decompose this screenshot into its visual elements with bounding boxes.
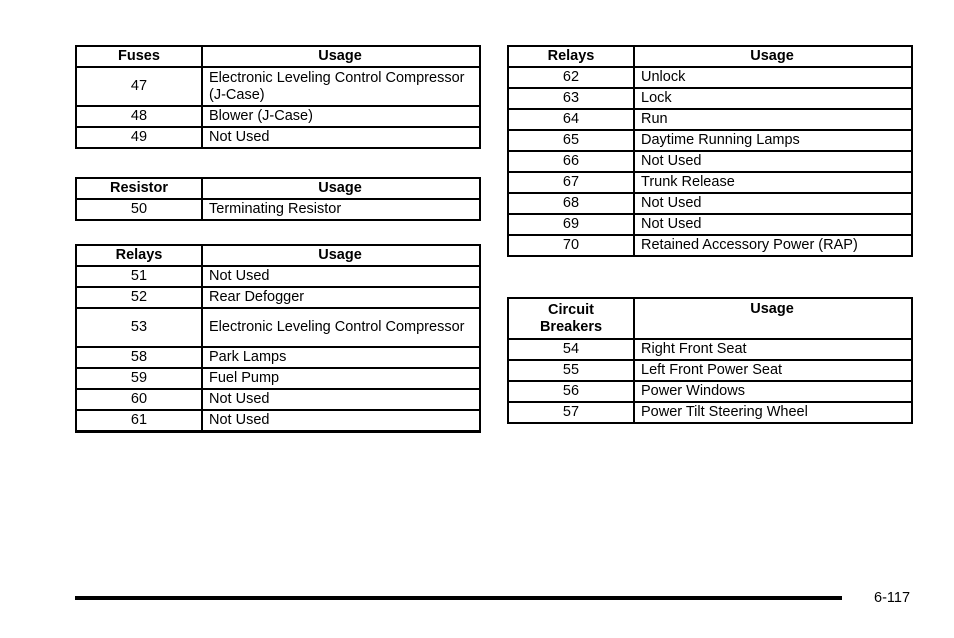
table-row: [508, 339, 912, 360]
relays-table-left: [75, 244, 481, 433]
breaker-number: 55: [508, 360, 634, 381]
column-header: Circuit Breakers: [508, 298, 634, 339]
circuit-breakers-table: [507, 297, 913, 424]
table-header-row: [76, 46, 480, 67]
relay-number: 63: [508, 88, 634, 109]
table-row: [508, 67, 912, 88]
table-row: [76, 368, 480, 389]
usage-cell: Not Used: [202, 266, 480, 287]
relay-number: 65: [508, 130, 634, 151]
relay-number: 67: [508, 172, 634, 193]
usage-cell: Blower (J-Case): [202, 106, 480, 127]
resistor-number: 50: [76, 199, 202, 220]
relay-number: 69: [508, 214, 634, 235]
fuses-table: [75, 45, 481, 149]
relay-number: 66: [508, 151, 634, 172]
usage-cell: Terminating Resistor: [202, 199, 480, 220]
relay-number: 64: [508, 109, 634, 130]
table-row: [508, 172, 912, 193]
relay-number: 59: [76, 368, 202, 389]
table-row: [508, 235, 912, 256]
table-header-row: [76, 245, 480, 266]
relay-number: 58: [76, 347, 202, 368]
usage-cell: Not Used: [634, 151, 912, 172]
breaker-number: 54: [508, 339, 634, 360]
usage-cell: Electronic Leveling Control Compressor: [202, 308, 480, 347]
usage-cell: Left Front Power Seat: [634, 360, 912, 381]
column-header: Usage: [202, 245, 480, 266]
table-row: [76, 347, 480, 368]
usage-cell: Lock: [634, 88, 912, 109]
table-row: [508, 214, 912, 235]
table-row: [76, 308, 480, 347]
footer-divider: [75, 596, 842, 600]
usage-cell: Not Used: [202, 127, 480, 148]
column-header: Usage: [634, 298, 912, 339]
relay-number: 51: [76, 266, 202, 287]
usage-cell: Trunk Release: [634, 172, 912, 193]
table-row: [508, 402, 912, 423]
column-header: Usage: [202, 46, 480, 67]
usage-cell: Daytime Running Lamps: [634, 130, 912, 151]
column-header: Usage: [202, 178, 480, 199]
table-header-row: [508, 46, 912, 67]
usage-cell: Power Tilt Steering Wheel: [634, 402, 912, 423]
usage-cell: Right Front Seat: [634, 339, 912, 360]
column-header: Relays: [508, 46, 634, 67]
table-row: [508, 109, 912, 130]
column-header: Fuses: [76, 46, 202, 67]
usage-cell: Rear Defogger: [202, 287, 480, 308]
table-row: [508, 88, 912, 109]
fuse-number: 47: [76, 67, 202, 106]
table-header-row: [508, 298, 912, 339]
table-row: [76, 67, 480, 106]
usage-cell: Not Used: [634, 193, 912, 214]
table-header-row: [76, 178, 480, 199]
fuse-number: 49: [76, 127, 202, 148]
usage-cell: Unlock: [634, 67, 912, 88]
usage-cell: Not Used: [202, 410, 480, 432]
usage-cell: Retained Accessory Power (RAP): [634, 235, 912, 256]
usage-cell: Fuel Pump: [202, 368, 480, 389]
table-row: [508, 381, 912, 402]
column-header: Resistor: [76, 178, 202, 199]
relay-number: 62: [508, 67, 634, 88]
table-row: [76, 266, 480, 287]
usage-cell: Run: [634, 109, 912, 130]
usage-cell: Electronic Leveling Control Compressor (J-Case): [202, 67, 480, 106]
relays-table-right: [507, 45, 913, 257]
table-row: [508, 151, 912, 172]
table-row: [76, 410, 480, 432]
usage-cell: Power Windows: [634, 381, 912, 402]
resistor-table: [75, 177, 481, 221]
usage-cell: Not Used: [202, 389, 480, 410]
table-row: [76, 106, 480, 127]
relay-number: 68: [508, 193, 634, 214]
page-number: 6-117: [874, 590, 911, 606]
table-row: [508, 130, 912, 151]
breaker-number: 56: [508, 381, 634, 402]
table-row: [508, 360, 912, 381]
breaker-number: 57: [508, 402, 634, 423]
table-row: [76, 389, 480, 410]
relay-number: 60: [76, 389, 202, 410]
relay-number: 53: [76, 308, 202, 347]
fuse-number: 48: [76, 106, 202, 127]
column-header: Relays: [76, 245, 202, 266]
column-header: Usage: [634, 46, 912, 67]
relay-number: 70: [508, 235, 634, 256]
table-row: [76, 199, 480, 220]
table-row: [76, 127, 480, 148]
usage-cell: Not Used: [634, 214, 912, 235]
relay-number: 52: [76, 287, 202, 308]
table-row: [76, 287, 480, 308]
table-row: [508, 193, 912, 214]
usage-cell: Park Lamps: [202, 347, 480, 368]
relay-number: 61: [76, 410, 202, 432]
